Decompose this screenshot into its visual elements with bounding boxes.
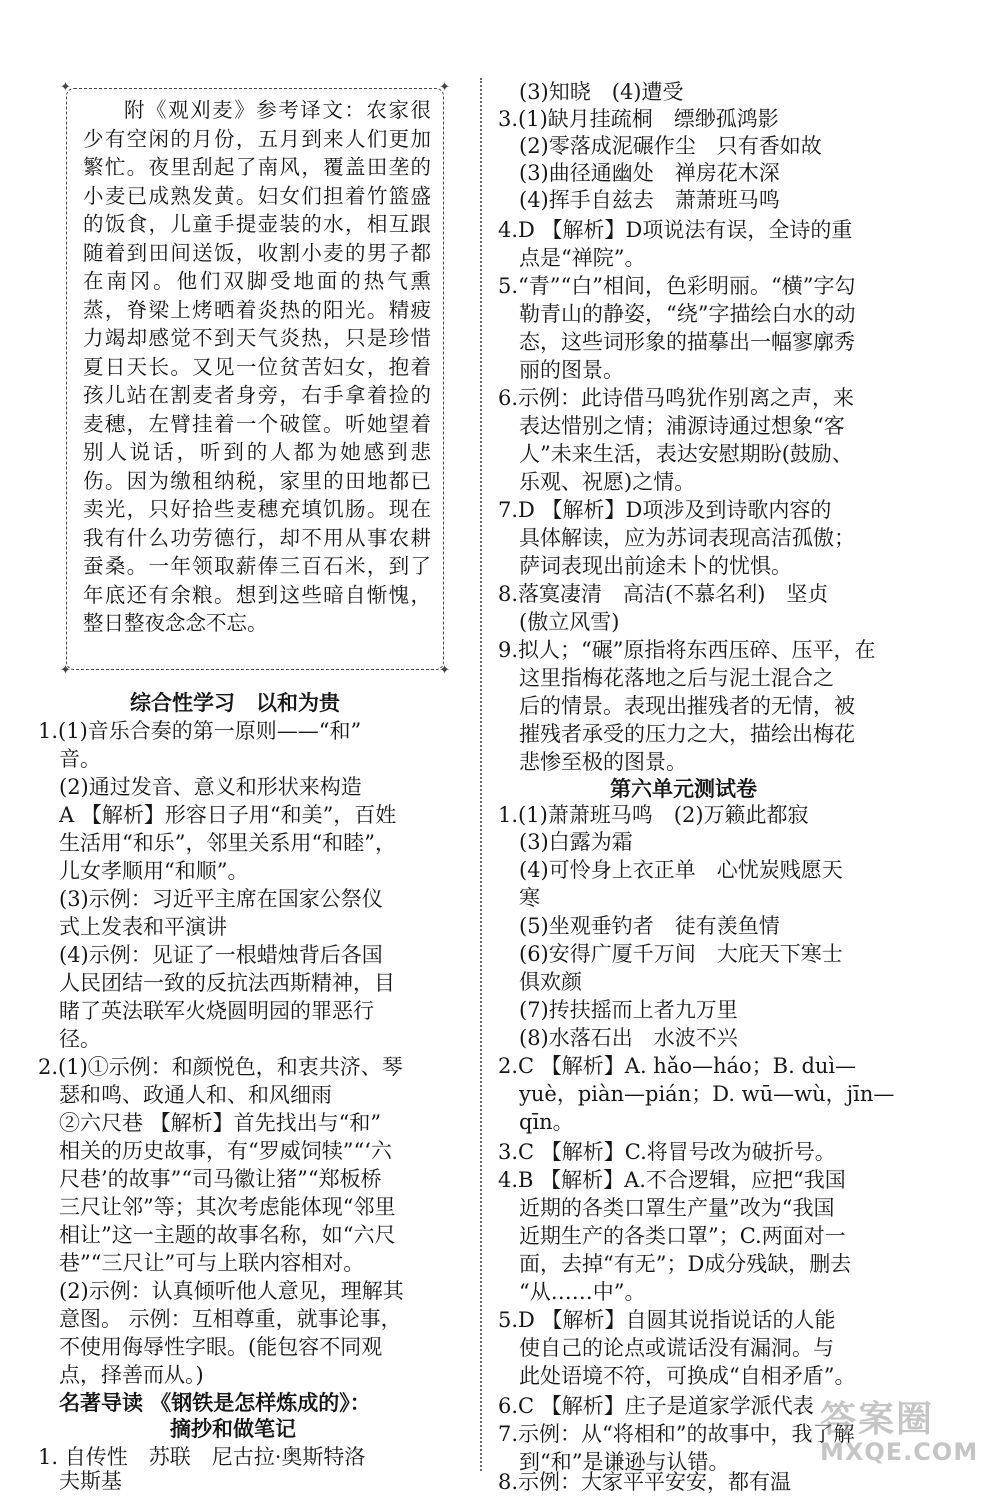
- answer-line: 音。: [38, 747, 101, 771]
- answer-line: 尺巷’的故事”“司马徽让猪”“郑板桥: [38, 1167, 382, 1191]
- watermark-url: MXQE.COM: [820, 1438, 979, 1466]
- answer-line: (3)白露为霜: [498, 830, 633, 854]
- answer-line: 8.落寞凄清 高洁(不慕名利) 坚贞: [498, 582, 829, 606]
- answer-line: (7)抟扶摇而上者九万里: [498, 998, 738, 1022]
- answer-line: 1. 自传性 苏联 尼古拉·奥斯特洛: [38, 1445, 366, 1469]
- column-divider: [480, 78, 482, 1471]
- answer-line: 瑟和鸣、政通人和、和风细雨: [38, 1083, 332, 1107]
- answer-line: 人”未来生活，表达安慰期盼(鼓励、: [498, 442, 853, 466]
- answer-line: (2)零落成泥碾作尘 只有香如故: [498, 134, 822, 158]
- answer-line: 2.(1)①示例：和颜悦色，和衷共济、琴: [38, 1055, 403, 1079]
- answer-line: 使自己的论点或谎话没有漏洞。与: [498, 1336, 834, 1360]
- answer-line: 8.示例：大家平平安安，都有温: [498, 1470, 792, 1494]
- frame-corner-ornament: ✦: [439, 80, 450, 95]
- answer-line: 儿女孝顺用“和顺”。: [38, 859, 249, 883]
- answer-line: 7.D 【解析】D项涉及到诗歌内容的: [498, 498, 832, 522]
- answer-line: 夫斯基: [38, 1469, 122, 1493]
- answer-line: yuè，piàn—pián；D. wū—wù，jīn—: [498, 1082, 895, 1106]
- answer-line: 7.示例：从“将相和”的故事中，我了解: [498, 1422, 855, 1446]
- answer-line: 近期的各类口罩生产量”改为“我国: [498, 1196, 835, 1220]
- answer-line: (6)安得广厦千万间 大庇天下寒士: [498, 942, 843, 966]
- answer-line: (5)坐观垂钓者 徒有羡鱼情: [498, 914, 780, 938]
- answer-line: 意图。 示例：互相尊重，就事论事，: [38, 1307, 402, 1331]
- answer-line: 具体解读，应为苏词表现高洁孤傲；: [498, 526, 855, 550]
- answer-line: 三尺让邻”等；其次考虑能体现“邻里: [38, 1195, 396, 1219]
- answer-line: 巷”“三尺让”可与上联内容相对。: [38, 1251, 365, 1275]
- answer-line: 式上发表和平演讲: [38, 915, 227, 939]
- answer-line: 1.(1)音乐合奏的第一原则——“和”: [38, 719, 362, 743]
- answer-line: (3)曲径通幽处 禅房花木深: [498, 161, 780, 185]
- answer-line: (8)水落石出 水波不兴: [498, 1026, 738, 1050]
- answer-line: 近期生产的各类口罩”；C.两面对一: [498, 1224, 846, 1248]
- site-watermark: [820, 1399, 979, 1466]
- answer-line: (3)知晓 (4)遭受: [498, 80, 684, 104]
- frame-corner-ornament: ✦: [439, 663, 450, 678]
- answer-line: (4)示例：见证了一根蜡烛背后各国: [38, 943, 383, 967]
- answer-line: A 【解析】形容日子用“和美”，百姓: [38, 803, 397, 827]
- answer-line: “从……中”。: [498, 1280, 646, 1304]
- answer-line: 3.(1)缺月挂疏桐 缥缈孤鸿影: [498, 107, 779, 131]
- answer-line: 4.B 【解析】A.不合逻辑，应把“我国: [498, 1168, 846, 1192]
- frame-corner-ornament: ✦: [60, 80, 71, 95]
- answer-line: 乐观、祝愿)之情。: [498, 470, 696, 494]
- translation-frame: [60, 80, 450, 678]
- frame-corner-ornament: ✦: [60, 663, 71, 678]
- answer-line: (2)示例：认真倾听他人意见，理解其: [38, 1279, 404, 1303]
- answer-line: ②六尺巷 【解析】首先找出与“和”: [38, 1111, 382, 1135]
- answer-line: 此处语境不符，可换成“自相矛盾”。: [498, 1364, 856, 1388]
- answer-line: 睹了英法联军火烧圆明园的罪恶行: [38, 999, 374, 1023]
- answer-line: 不使用侮辱性字眼。(能包容不同观: [38, 1335, 383, 1359]
- answer-line: 态，这些词形象的描摹出一幅寥廓秀: [498, 330, 855, 354]
- answer-line: 2.C 【解析】A. hǎo—háo；B. duì—: [498, 1054, 857, 1078]
- answer-line: 后的情景。表现出摧残者的无情，被: [498, 694, 855, 718]
- answer-line: 径。: [38, 1027, 101, 1051]
- answer-line: 5.“青”“白”相间，色彩明丽。“横”字勾: [498, 274, 856, 298]
- section-subheading: 摘抄和做笔记: [170, 1416, 296, 1441]
- answer-line: 表达惜别之情；浦源诗通过想象“客: [498, 414, 845, 438]
- watermark-title: 答案圈: [820, 1399, 935, 1440]
- answer-line: 点是“禅院”。: [498, 246, 646, 270]
- section-heading: 综合性学习 以和为贵: [130, 690, 340, 715]
- answer-line: (傲立风雪): [498, 610, 620, 634]
- answer-line: 人民团结一致的反抗法西斯精神，目: [38, 971, 395, 995]
- answer-line: 丽的图景。: [498, 358, 624, 382]
- answer-line: 面，去掉“有无”；D成分残缺，删去: [498, 1252, 852, 1276]
- answer-line: 寒: [498, 886, 540, 910]
- answer-line: 俱欢颜: [498, 970, 582, 994]
- answer-line: 6.C 【解析】庄子是道家学派代表: [498, 1394, 814, 1418]
- answer-line: (2)通过发音、意义和形状来构造: [38, 775, 362, 799]
- answer-line: qīn。: [498, 1110, 574, 1134]
- answer-line: 3.C 【解析】C.将冒号改为破折号。: [498, 1140, 836, 1164]
- answer-line: (3)示例：习近平主席在国家公祭仪: [38, 887, 383, 911]
- section-heading: 名著导读 《钢铁是怎样炼成的》：: [38, 1390, 371, 1415]
- answer-line: 生活用“和乐”，邻里关系用“和睦”，: [38, 831, 396, 855]
- answer-line: 这里指梅花落地之后与泥土混合之: [498, 666, 834, 690]
- answer-line: 萨词表现出前途未卜的忧惧。: [498, 554, 792, 578]
- answer-line: 摧残者承受的压力之大，描绘出梅花: [498, 722, 855, 746]
- translation-passage: 附《观刈麦》参考译文：农家很少有空闲的月份，五月到来人们更加繁忙。夜里刮起了南风，覆盖田垄的小麦已成熟发黄。妇女们担着竹篮盛的饭食，儿童手提壶装的水，相互跟随着到田间送饭，收割小麦的男子都在南冈。他们双脚受地面的热气熏蒸，脊梁上烤晒着炎热的阳光。精疲力竭却感觉不到天气炎热，只是珍惜夏日天长。又见一位贫苦妇女，抱着孩儿站在割麦者身旁，右手拿着捡的麦穗，左臂挂着一个破筐。听她望着别人说话，听到的人都为她感到悲伤。因为缴租纳税，家里的田地都已卖光，只好拾些麦穗充填饥肠。现在我有什么功劳德行，却不用从事农耕蚕桑。一年领取薪俸三百石米，到了年底还有余粮。想到这些暗自惭愧，整日整夜念念不忘。: [83, 98, 431, 635]
- answer-line: 5.D 【解析】自圆其说指说话的人能: [498, 1308, 836, 1332]
- answer-line: 1.(1)萧萧班马鸣 (2)万籁此都寂: [498, 803, 809, 827]
- answer-line: 相关的历史故事，有“罗威饲犊”“‘六: [38, 1139, 392, 1163]
- answer-line: 勒青山的静姿，“绕”字描绘白水的动: [498, 302, 856, 326]
- answer-line: (4)挥手自兹去 萧萧班马鸣: [498, 188, 780, 212]
- answer-line: 点，择善而从。): [38, 1363, 204, 1387]
- answer-line: 悲惨至极的图景。: [498, 750, 687, 774]
- answer-line: 4.D 【解析】D项说法有误，全诗的重: [498, 218, 853, 242]
- answer-line: 6.示例：此诗借马鸣犹作别离之声，来: [498, 386, 855, 410]
- answer-line: 到“和”是谦逊与认错。: [498, 1450, 730, 1474]
- section-heading: 第六单元测试卷: [610, 776, 757, 801]
- answer-line: (4)可怜身上衣正单 心忧炭贱愿天: [498, 858, 843, 882]
- answer-line: 9.拟人；“碾”原指将东西压碎、压平，在: [498, 638, 876, 662]
- answer-line: 相让”这一主题的故事名称，如“六尺: [38, 1223, 396, 1247]
